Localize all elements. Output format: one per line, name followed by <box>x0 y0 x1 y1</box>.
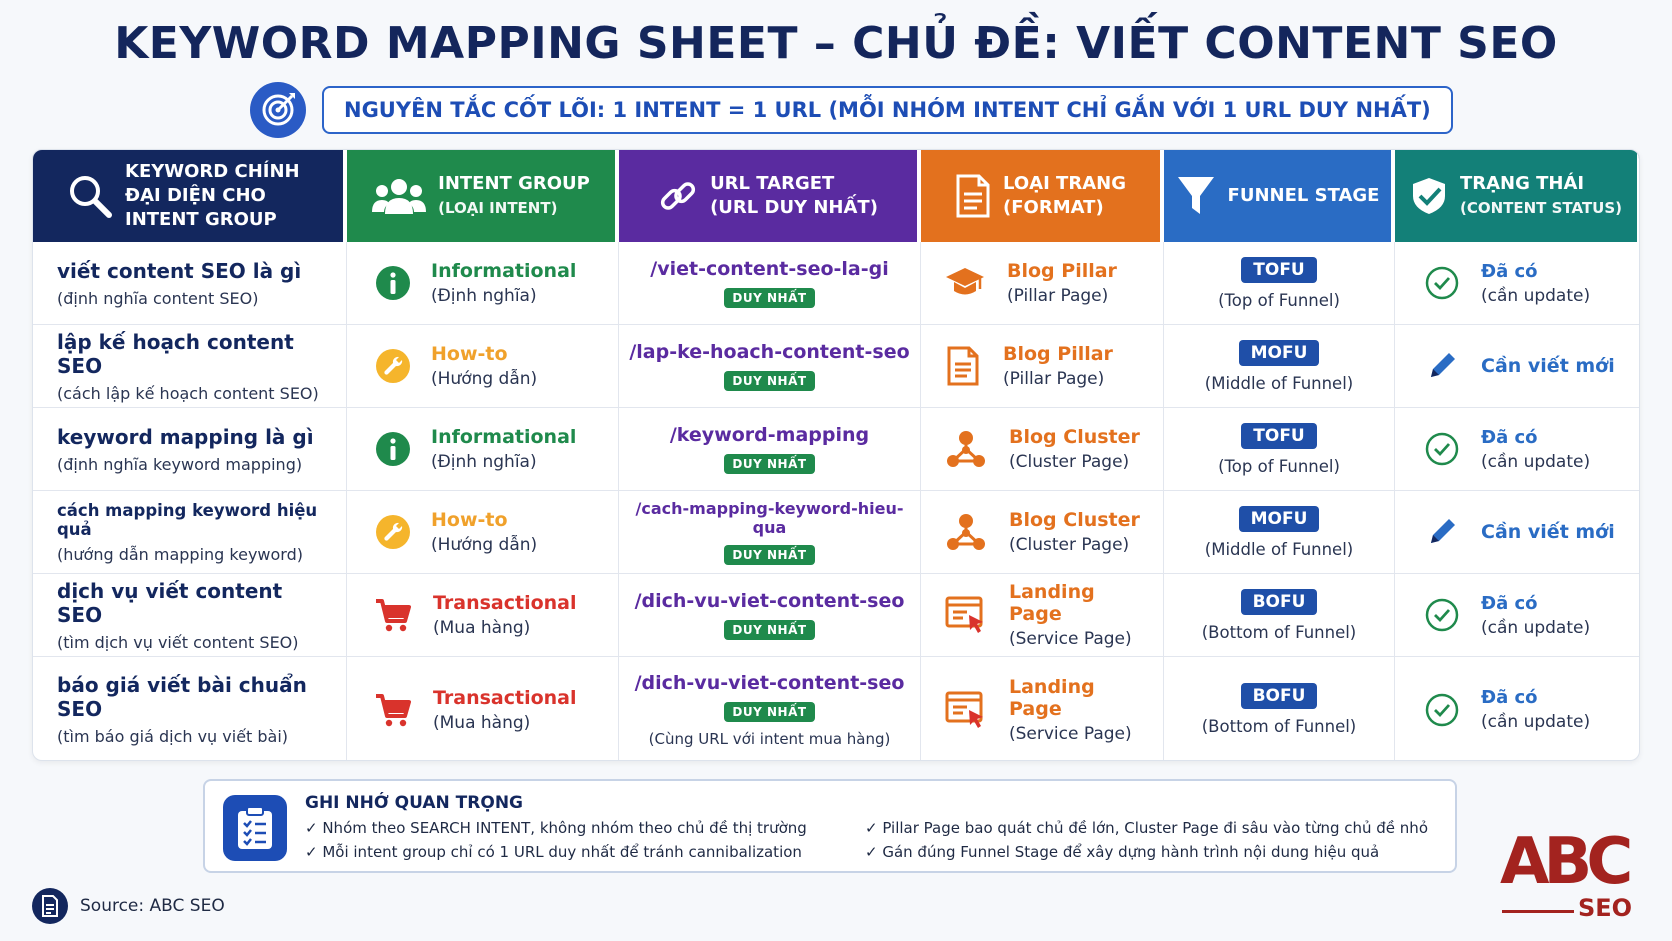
unique-badge: DUY NHẤT <box>724 288 814 308</box>
header-format <box>921 150 1164 242</box>
cluster-icon <box>945 429 987 469</box>
document-icon <box>945 346 981 386</box>
format-cell <box>921 657 1164 761</box>
keyword-description: (tìm báo giá dịch vụ viết bài) <box>57 727 289 746</box>
info-icon <box>375 265 411 301</box>
format-description: (Service Page) <box>1009 629 1132 649</box>
format-cell <box>921 491 1164 574</box>
clipboard-icon <box>223 795 287 861</box>
intent-label: How-to <box>431 509 508 531</box>
wrench-icon <box>375 348 411 384</box>
status-text <box>1481 261 1590 306</box>
format-label: Blog Pillar <box>1003 343 1113 365</box>
intent-text <box>431 343 537 389</box>
intent-label: Transactional <box>433 686 577 709</box>
landing-page-icon <box>945 595 987 635</box>
url-cell <box>619 491 921 574</box>
keyword-main: báo giá viết bài chuẩn SEO <box>57 673 307 721</box>
magnifier-icon <box>67 173 113 219</box>
format-cell <box>921 242 1164 325</box>
status-label: Cần viết mới <box>1481 355 1615 377</box>
graduation-cap-icon <box>945 264 985 302</box>
intent-description: (Định nghĩa) <box>431 452 537 472</box>
keyword-description: (tìm dịch vụ viết content SEO) <box>57 632 299 652</box>
intent-cell <box>347 325 619 408</box>
status-label: Đã có <box>1481 592 1538 614</box>
funnel-cell <box>1164 657 1395 761</box>
funnel-cell <box>1164 325 1395 408</box>
funnel-badge: BOFU <box>1241 589 1318 615</box>
header-intent-sub: (LOẠI INTENT) <box>438 199 558 217</box>
funnel-badge: TOFU <box>1241 257 1316 283</box>
funnel-badge: TOFU <box>1241 423 1316 449</box>
format-label: Blog Cluster <box>1009 509 1140 531</box>
check-circle-icon <box>1425 266 1459 300</box>
funnel-badge: BOFU <box>1241 683 1318 709</box>
status-description: (cần update) <box>1481 451 1591 472</box>
header-format-sub: (FORMAT) <box>1003 197 1104 218</box>
status-text <box>1481 427 1590 472</box>
shield-check-icon <box>1410 176 1448 216</box>
status-cell <box>1395 408 1640 491</box>
source-credit <box>32 888 225 924</box>
funnel-cell <box>1164 574 1395 657</box>
unique-badge: DUY NHẤT <box>724 454 814 474</box>
link-icon <box>658 176 698 216</box>
unique-badge: DUY NHẤT <box>724 371 814 391</box>
intent-description: (Định nghĩa) <box>431 286 537 306</box>
info-icon <box>375 431 411 467</box>
cart-icon <box>375 692 413 728</box>
check-circle-icon <box>1425 432 1459 466</box>
funnel-cell <box>1164 408 1395 491</box>
principle-banner: NGUYÊN TẮC CỐT LÕI: 1 INTENT = 1 URL (MỖI NHÓM INTENT CHỈ GẮN VỚI 1 URL DUY NHẤT) <box>322 86 1453 134</box>
format-cell <box>921 408 1164 491</box>
header-keyword-line1: KEYWORD CHÍNH <box>125 161 300 182</box>
intent-label: Informational <box>431 426 577 448</box>
status-cell <box>1395 325 1640 408</box>
pencil-icon <box>1425 515 1459 549</box>
header-url-title: URL TARGET <box>710 173 835 194</box>
format-description: (Cluster Page) <box>1009 452 1130 472</box>
principle-row <box>250 82 1453 138</box>
format-text <box>1009 426 1140 472</box>
cluster-icon <box>945 512 987 552</box>
keyword-cell <box>33 242 347 325</box>
cart-icon <box>375 597 413 633</box>
pencil-icon <box>1425 349 1459 383</box>
header-status-title: TRẠNG THÁI <box>1459 173 1585 194</box>
important-notes <box>203 779 1457 873</box>
funnel-badge: MOFU <box>1239 506 1320 532</box>
page-icon <box>955 174 991 218</box>
header-url <box>619 150 921 242</box>
format-text <box>1007 260 1117 306</box>
target-icon <box>250 82 306 138</box>
format-text <box>1009 509 1140 555</box>
document-icon <box>32 888 68 924</box>
keyword-mapping-table <box>32 149 1640 761</box>
url-target[interactable]: /lap-ke-hoach-content-seo <box>629 341 910 363</box>
note-item: ✓ Mỗi intent group chỉ có 1 URL duy nhất để tránh cannibalization <box>305 843 802 861</box>
url-cell <box>619 242 921 325</box>
keyword-cell <box>33 657 347 761</box>
funnel-description: (Bottom of Funnel) <box>1201 622 1357 642</box>
unique-badge: DUY NHẤT <box>724 545 814 565</box>
url-target[interactable]: /dich-vu-viet-content-seo <box>634 590 905 612</box>
keyword-cell <box>33 574 347 657</box>
format-description: (Pillar Page) <box>1007 286 1109 306</box>
header-intent-title: INTENT GROUP <box>438 173 590 194</box>
status-cell <box>1395 657 1640 761</box>
funnel-cell <box>1164 242 1395 325</box>
status-label: Đã có <box>1481 260 1538 282</box>
wrench-icon <box>375 514 411 550</box>
status-description: (cần update) <box>1481 617 1591 638</box>
note-item: ✓ Pillar Page bao quát chủ đề lớn, Cluster Page đi sâu vào từng chủ đề nhỏ <box>865 819 1428 837</box>
header-keyword <box>33 150 347 242</box>
source-text: Source: ABC SEO <box>80 896 225 916</box>
intent-label: Informational <box>431 260 577 282</box>
format-label: Landing Page <box>1009 675 1095 720</box>
intent-cell <box>347 491 619 574</box>
funnel-description: (Middle of Funnel) <box>1204 539 1354 559</box>
intent-label: How-to <box>431 343 508 365</box>
url-cell <box>619 574 921 657</box>
status-label: Đã có <box>1481 687 1538 708</box>
page-title: KEYWORD MAPPING SHEET – CHỦ ĐỀ: VIẾT CONTENT SEO <box>114 18 1558 69</box>
url-note: (Cùng URL với intent mua hàng) <box>648 729 891 748</box>
logo-line <box>1502 910 1574 913</box>
note-item: ✓ Nhóm theo SEARCH INTENT, không nhóm theo chủ đề thị trường <box>305 819 807 837</box>
header-format-title: LOẠI TRANG <box>1003 173 1126 194</box>
url-cell <box>619 657 921 761</box>
url-cell <box>619 325 921 408</box>
status-description: (cần update) <box>1481 712 1591 732</box>
format-description: (Pillar Page) <box>1003 369 1105 389</box>
unique-badge: DUY NHẤT <box>724 620 814 640</box>
status-description: (cần update) <box>1481 285 1591 306</box>
format-description: (Service Page) <box>1009 723 1132 744</box>
check-circle-icon <box>1425 598 1459 632</box>
status-text <box>1481 687 1590 732</box>
logo-seo-text: SEO <box>1578 894 1633 922</box>
landing-page-icon <box>945 690 987 730</box>
intent-description: (Hướng dẫn) <box>431 369 538 389</box>
intent-text <box>431 509 537 555</box>
funnel-description: (Middle of Funnel) <box>1204 373 1354 393</box>
status-label: Đã có <box>1481 426 1538 448</box>
format-cell <box>921 574 1164 657</box>
keyword-main: lập kế hoạch content SEO <box>57 329 294 378</box>
header-status <box>1395 150 1640 242</box>
header-keyword-line3: INTENT GROUP <box>125 209 277 230</box>
intent-text <box>431 260 576 306</box>
format-text <box>1009 581 1149 649</box>
keyword-cell <box>33 408 347 491</box>
abc-seo-logo <box>1500 825 1633 925</box>
keyword-main: keyword mapping là gì <box>57 424 314 449</box>
intent-cell <box>347 574 619 657</box>
keyword-description: (định nghĩa keyword mapping) <box>57 454 303 474</box>
intent-label: Transactional <box>433 592 577 614</box>
header-funnel <box>1164 150 1395 242</box>
notes-title: GHI NHỚ QUAN TRỌNG <box>305 793 524 813</box>
intent-cell <box>347 657 619 761</box>
format-label: Blog Cluster <box>1009 426 1140 448</box>
intent-cell <box>347 408 619 491</box>
url-target[interactable]: /keyword-mapping <box>669 424 870 446</box>
header-funnel-title: FUNNEL STAGE <box>1227 185 1380 206</box>
intent-description: (Mua hàng) <box>433 712 531 733</box>
format-text <box>1003 343 1113 389</box>
funnel-description: (Top of Funnel) <box>1218 290 1340 310</box>
intent-description: (Hướng dẫn) <box>431 535 538 555</box>
intent-text <box>433 687 577 733</box>
format-label: Blog Pillar <box>1007 260 1117 282</box>
keyword-cell <box>33 325 347 408</box>
format-text <box>1009 676 1149 744</box>
users-icon <box>372 176 426 216</box>
intent-text <box>431 426 576 472</box>
intent-text <box>433 592 577 638</box>
header-keyword-line2: ĐẠI DIỆN CHO <box>125 185 266 206</box>
header-status-sub: (CONTENT STATUS) <box>1459 199 1623 217</box>
format-cell <box>921 325 1164 408</box>
keyword-description: (định nghĩa content SEO) <box>57 288 259 308</box>
url-cell <box>619 408 921 491</box>
url-target[interactable]: /viet-content-seo-la-gi <box>650 258 889 280</box>
keyword-description: (cách lập kế hoạch content SEO) <box>57 383 319 403</box>
funnel-badge: MOFU <box>1239 340 1320 366</box>
header-intent <box>347 150 619 242</box>
intent-cell <box>347 242 619 325</box>
unique-badge: DUY NHẤT <box>724 702 814 722</box>
status-cell <box>1395 491 1640 574</box>
keyword-description: (hướng dẫn mapping keyword) <box>57 544 303 564</box>
keyword-main: viết content SEO là gì <box>57 258 302 283</box>
format-label: Landing Page <box>1009 581 1095 625</box>
status-cell <box>1395 574 1640 657</box>
status-text <box>1481 593 1590 638</box>
keyword-cell <box>33 491 347 574</box>
check-circle-icon <box>1425 693 1459 727</box>
logo-abc-text: ABC <box>1500 825 1628 899</box>
note-item: ✓ Gán đúng Funnel Stage để xây dựng hành trình nội dung hiệu quả <box>865 843 1380 861</box>
status-cell <box>1395 242 1640 325</box>
header-url-sub: (URL DUY NHẤT) <box>710 197 878 218</box>
intent-description: (Mua hàng) <box>433 618 531 638</box>
funnel-cell <box>1164 491 1395 574</box>
format-description: (Cluster Page) <box>1009 535 1130 555</box>
funnel-description: (Top of Funnel) <box>1218 456 1340 476</box>
funnel-description: (Bottom of Funnel) <box>1201 717 1357 736</box>
keyword-main: dịch vụ viết content SEO <box>57 578 283 627</box>
url-target[interactable]: /cach-mapping-keyword-hieu-qua <box>635 499 904 537</box>
funnel-icon <box>1176 174 1216 218</box>
url-target[interactable]: /dich-vu-viet-content-seo <box>634 671 905 694</box>
status-label: Cần viết mới <box>1481 521 1615 543</box>
keyword-main: cách mapping keyword hiệu quả <box>57 500 318 539</box>
